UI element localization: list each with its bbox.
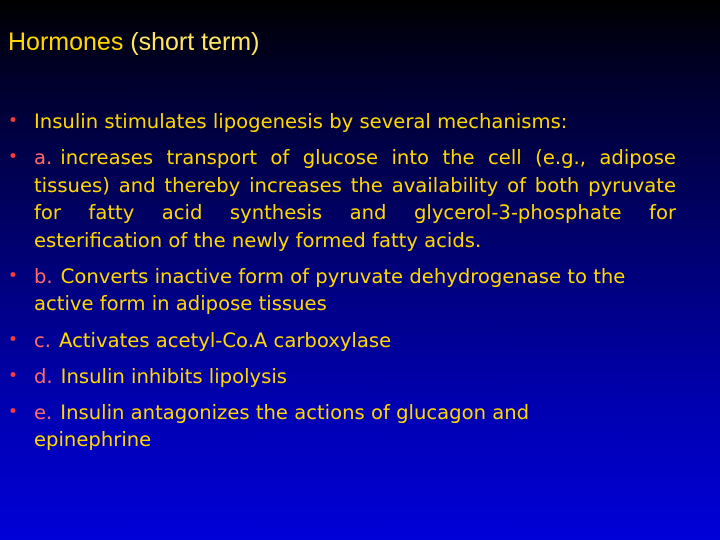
bullet-icon: • bbox=[8, 111, 19, 131]
bullet-letter: a. bbox=[34, 146, 53, 170]
bullet-icon: • bbox=[8, 147, 19, 168]
bullet-line-justified bbox=[34, 399, 676, 427]
bullet-text: Activates acetyl-Co.A carboxylase bbox=[59, 328, 392, 352]
bullet-text: Insulin inhibits lipolysis bbox=[60, 364, 287, 388]
slide-title bbox=[8, 28, 259, 57]
bullet-text: Insulin stimulates lipogenesis by several mechanisms: bbox=[34, 110, 568, 133]
bullet-list bbox=[8, 108, 676, 463]
bullet-icon: • bbox=[8, 329, 19, 350]
bullet-icon: • bbox=[8, 265, 19, 286]
bullet-item bbox=[8, 144, 676, 254]
bullet-letter: b. bbox=[34, 264, 53, 288]
bullet-text-end: epinephrine bbox=[34, 428, 152, 452]
slide-title-main: Hormones bbox=[8, 28, 124, 56]
bullet-item bbox=[8, 327, 676, 355]
bullet-icon: • bbox=[8, 401, 19, 422]
bullet-text: increases transport of glucose into the cell (e.g., adipose tissues) and thereby increases the availability of both pyruvate for fatty acid synthesis and glycerol-3-phosphate for esterification of the newly formed fatty acids. bbox=[34, 146, 676, 252]
bullet-letter: e. bbox=[34, 400, 53, 424]
bullet-icon: • bbox=[8, 365, 19, 386]
slide-title-sub: (short term) bbox=[130, 28, 260, 56]
bullet-item bbox=[8, 263, 676, 318]
bullet-text: Converts inactive form of pyruvate dehydrogenase to the active form in adipose tissues bbox=[34, 264, 626, 316]
bullet-item bbox=[8, 399, 676, 454]
bullet-text: Insulin antagonizes the actions of glucagon and bbox=[60, 400, 530, 424]
bullet-item bbox=[8, 363, 676, 391]
bullet-letter: c. bbox=[34, 328, 52, 352]
bullet-item bbox=[8, 108, 676, 136]
bullet-letter: d. bbox=[34, 364, 53, 388]
